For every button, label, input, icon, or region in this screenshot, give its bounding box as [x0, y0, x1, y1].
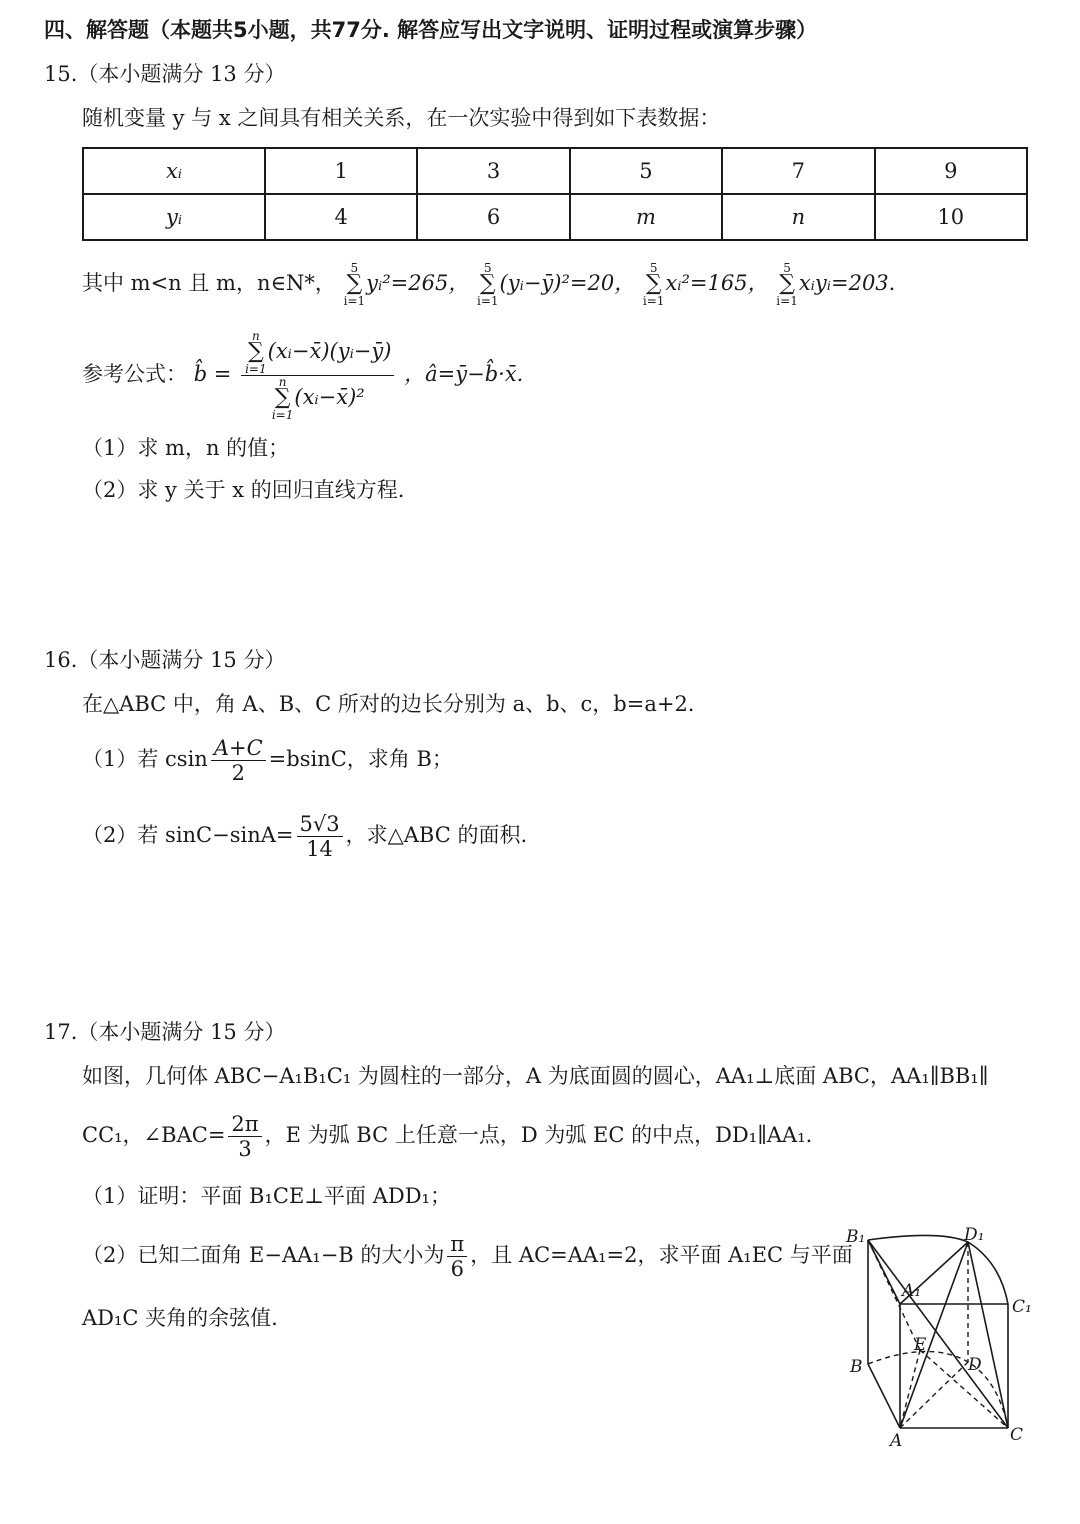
- table-cell: 3: [417, 148, 569, 194]
- table-cell: 7: [722, 148, 874, 194]
- q15-sum2: (yᵢ−ȳ)²=20，: [499, 270, 636, 295]
- sigma-icon: n ∑ i=1: [245, 329, 267, 376]
- q17-part2-cont: AD₁C 夹角的余弦值.: [82, 1306, 278, 1330]
- q15-conditions: [82, 262, 895, 307]
- label-b1: B₁: [846, 1227, 866, 1247]
- edge-ab: [868, 1364, 900, 1428]
- q15-formula-label: 参考公式：: [82, 361, 187, 386]
- label-b: B: [850, 1357, 863, 1377]
- table-cell: m: [570, 194, 722, 240]
- arc-bc-dashed: [868, 1351, 1008, 1428]
- q16-p2-fraction: $\frac{5√3}{14}$: [297, 812, 343, 861]
- label-a: A: [890, 1431, 903, 1451]
- q15-sum3: xᵢ²=165，: [665, 270, 769, 295]
- q16-part1: [82, 736, 453, 785]
- q17-part1: （1）证明：平面 B₁CE⊥平面 ADD₁；: [82, 1184, 451, 1208]
- q15-b-hat: b̂ =: [193, 361, 232, 386]
- q15-formula: [82, 330, 523, 421]
- edge-d1a: [900, 1242, 968, 1428]
- cylinder-geometry-figure: [840, 1222, 1040, 1452]
- q15-header: 15.（本小题满分 13 分）: [44, 62, 286, 86]
- q17-p2-text: （2）已知二面角 E−AA₁−B 的大小为: [82, 1243, 445, 1268]
- q16-intro: 在△ABC 中，角 A、B、C 所对的边长分别为 a、b、c，b=a+2.: [82, 692, 695, 716]
- sigma-icon: 5 ∑ i=1: [776, 261, 798, 308]
- table-cell: n: [722, 194, 874, 240]
- sigma-icon: 5 ∑ i=1: [343, 261, 366, 308]
- label-c: C: [1010, 1425, 1024, 1445]
- q16-header: 16.（本小题满分 15 分）: [44, 648, 286, 672]
- q16-p2-text: （2）若 sinC−sinA=: [82, 823, 294, 848]
- q15-part2: （2）求 y 关于 x 的回归直线方程.: [82, 478, 405, 502]
- label-e: E: [914, 1335, 927, 1355]
- q17-line1: 如图，几何体 ABC−A₁B₁C₁ 为圆柱的一部分，A 为底面圆的圆心，AA₁⊥底面 ABC，AA₁∥BB₁∥: [82, 1064, 989, 1088]
- sigma-icon: 5 ∑ i=1: [642, 261, 665, 308]
- q15-data-table: [82, 147, 1028, 241]
- q16-p1-text-post: =bsinC，求角 B；: [268, 747, 453, 772]
- edge-ec: [920, 1350, 1008, 1428]
- q17-header: 17.（本小题满分 15 分）: [44, 1020, 286, 1044]
- q15-sum4: xᵢyᵢ=203.: [798, 270, 896, 295]
- table-cell: 10: [875, 194, 1027, 240]
- q15-formula-num: (xᵢ−x̄)(yᵢ−ȳ): [267, 338, 392, 363]
- q17-l2-text-post: ，E 为弧 BC 上任意一点，D 为弧 EC 的中点，DD₁∥AA₁.: [264, 1123, 813, 1148]
- section-title: 四、解答题（本题共5小题，共77分. 解答应写出文字说明、证明过程或演算步骤）: [44, 18, 818, 42]
- table-row: [83, 194, 1027, 240]
- q15-formula-den: (xᵢ−x̄)²: [294, 384, 365, 409]
- q17-p2-text-post: ，且 AC=AA₁=2，求平面 A₁EC 与平面: [470, 1243, 853, 1268]
- q17-p2-fraction: $\frac{\pi}{6}$: [447, 1232, 467, 1281]
- q16-p2-text-post: ，求△ABC 的面积.: [345, 823, 528, 848]
- q17-l2-text: CC₁，∠BAC=: [82, 1123, 226, 1148]
- label-c1: C₁: [1012, 1297, 1032, 1317]
- table-cell: 1: [265, 148, 417, 194]
- q16-p1-fraction: $\frac{A+C}{2}$: [211, 736, 266, 785]
- q16-part2: [82, 812, 527, 861]
- label-d: D: [968, 1355, 982, 1375]
- q16-p1-text: （1）若 csin: [82, 747, 208, 772]
- table-cell-label-x: xᵢ: [83, 148, 265, 194]
- table-cell: 4: [265, 194, 417, 240]
- sigma-icon: n ∑ i=1: [271, 374, 294, 422]
- q15-intro: 随机变量 y 与 x 之间具有相关关系，在一次实验中得到如下表数据：: [82, 106, 721, 130]
- table-cell-label-y: yᵢ: [83, 194, 265, 240]
- q15-sum1: yᵢ²=265，: [366, 270, 470, 295]
- q17-part2: [82, 1232, 853, 1281]
- table-cell: 5: [570, 148, 722, 194]
- q15-formula-fraction: [241, 330, 394, 421]
- label-a1: A₁: [902, 1281, 922, 1301]
- q15-part1: （1）求 m，n 的值；: [82, 436, 290, 460]
- label-d1: D₁: [964, 1225, 985, 1245]
- table-cell: 9: [875, 148, 1027, 194]
- edge-ad: [900, 1362, 968, 1428]
- table-row: [83, 148, 1027, 194]
- q15-a-hat: ，â=ȳ−b̂·x̄.: [404, 361, 524, 386]
- q17-line2: [82, 1112, 812, 1161]
- q15-cond-prefix: 其中 m<n 且 m，n∈N*，: [82, 270, 336, 295]
- q17-l2-fraction: $\frac{2\pi}{3}$: [228, 1112, 261, 1161]
- table-cell: 6: [417, 194, 569, 240]
- sigma-icon: 5 ∑ i=1: [477, 261, 499, 308]
- edge-ea: [900, 1350, 920, 1428]
